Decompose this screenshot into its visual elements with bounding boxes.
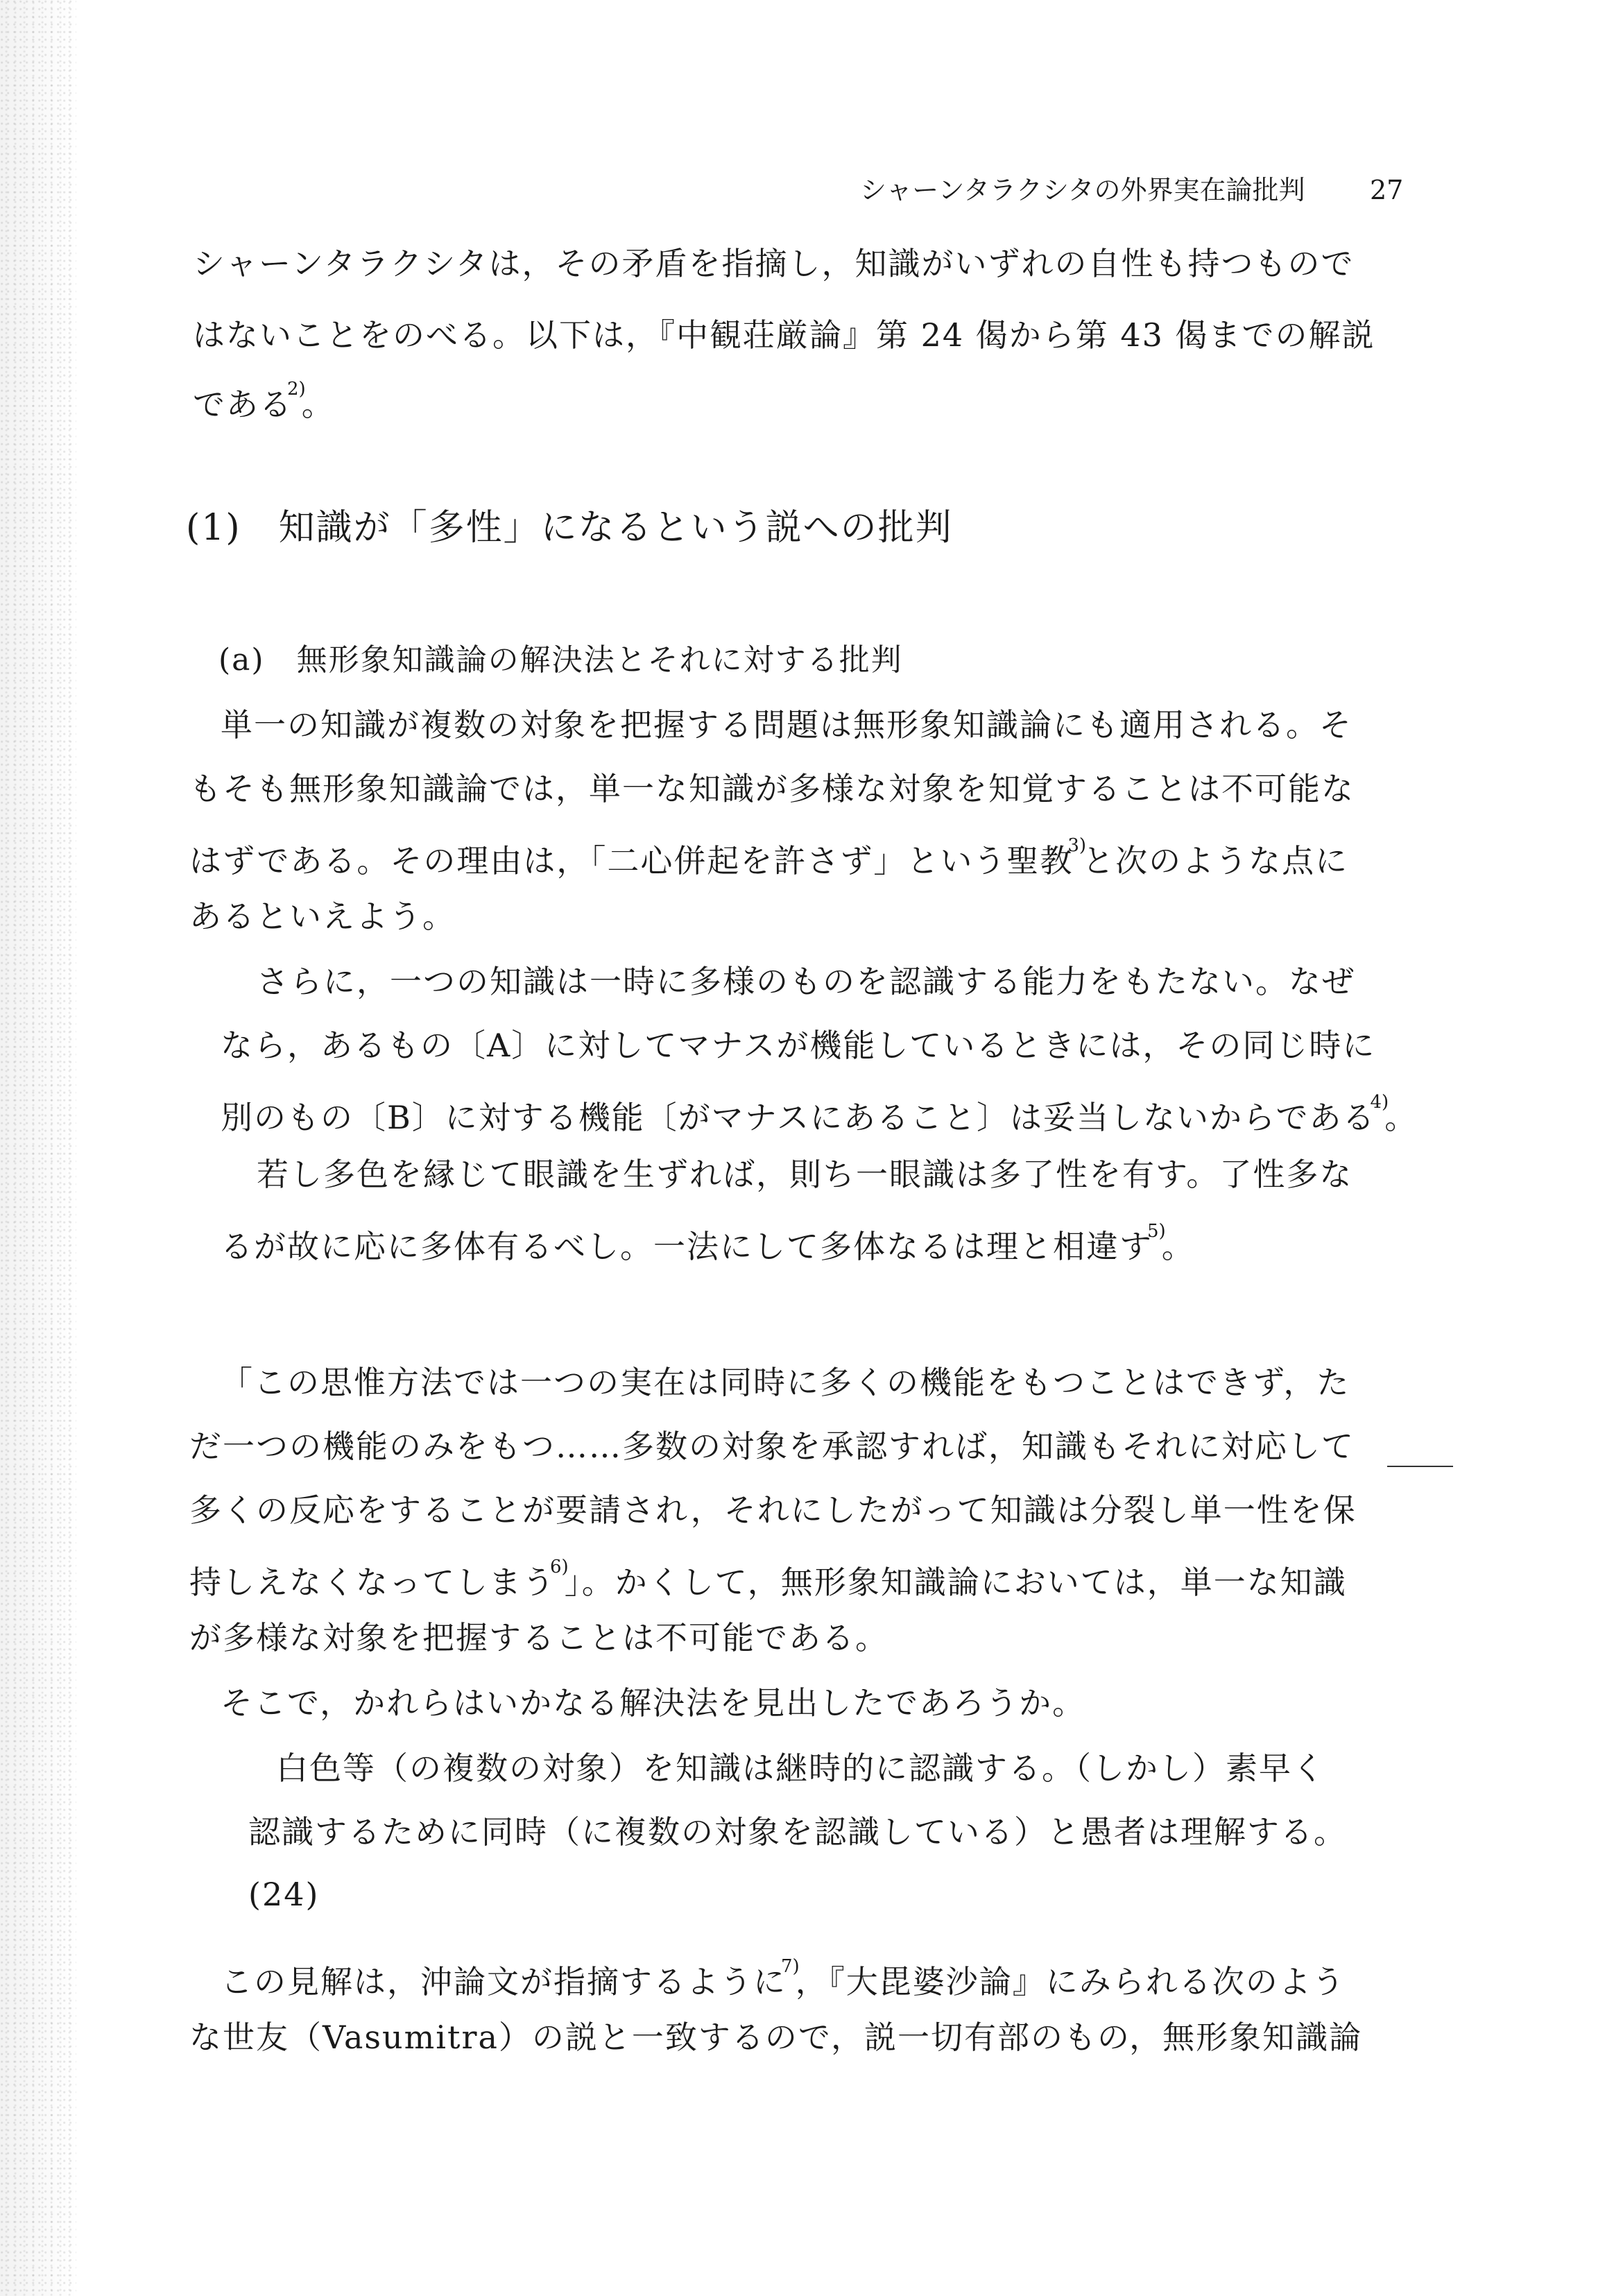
quote-line: なら，あるもの〔A〕に対してマナスが機能しているときには，その同じ時に [221, 1027, 1376, 1064]
quote-line: 別のもの〔B〕に対する機能〔がマナスにあること〕は妥当しないからである$^{4)}$。 [221, 1092, 1418, 1136]
body-line: 「この思惟方法では一つの実在は同時に多くの機能をもつことはできず，た [221, 1364, 1350, 1401]
verse-line: 白色等（の複数の対象）を知識は継時的に認識する。（しかし）素早く [276, 1749, 1325, 1787]
body-line: はずである。その理由は，「二心併起を許さず」という聖教$^{3)}$と次のような点に [189, 835, 1349, 880]
body-line: そこで，かれらはいかなる解決法を見出したであろうか。 [221, 1684, 1086, 1722]
body-line: な世友（Vasumitra）の説と一致するので，説一切有部のもの，無形象知識論 [189, 2019, 1363, 2056]
subsection-heading: (a) 無形象知識論の解決法とそれに対する批判 [218, 642, 903, 678]
body-line: 多くの反応をすることが要請され，それにしたがって知識は分裂し単一性を保 [189, 1491, 1357, 1529]
body-line: が多様な対象を把握することは不可能である。 [189, 1619, 888, 1656]
quote-line: 若し多色を縁じて眼識を生ずれば，則ち一眼識は多了性を有す。了性多な [257, 1156, 1353, 1193]
body-line: だ一つの機能のみをもつ……多数の対象を承認すれば，知識もそれに対応して [189, 1428, 1355, 1465]
body-line: である$^{2)}$。 [193, 379, 335, 423]
body-line: この見解は，沖論文が指摘するように$^{7)}$，『大毘婆沙論』にみられる次のよう [221, 1956, 1346, 2001]
verse-line: 認識するために同時（に複数の対象を認識している）と愚者は理解する。 [248, 1813, 1347, 1851]
verse-number: (24) [248, 1876, 320, 1913]
body-line: 持しえなくなってしまう$^{6)}$」。かくして，無形象知識論においては，単一な知識 [189, 1557, 1347, 1601]
footnote-marker: 4) [1370, 1092, 1389, 1113]
body-line: もそも無形象知識論では，単一な知識が多様な対象を知覚することは不可能な [189, 770, 1355, 807]
page-number: 27 [1370, 175, 1404, 205]
footnote-marker: 3) [1067, 835, 1087, 856]
scan-edge-noise [0, 0, 76, 2296]
running-title: シャーンタラクシタの外界実在論批判 [860, 175, 1305, 205]
body-line: あるといえよう。 [189, 898, 456, 935]
section-heading: (1) 知識が「多性」になるという説への批判 [186, 507, 953, 549]
footnote-marker: 7) [781, 1956, 800, 1977]
footnote-marker: 2) [287, 379, 306, 400]
footnote-marker: 6) [550, 1557, 569, 1577]
quote-line: さらに，一つの知識は一時に多様のものを認識する能力をもたない。なぜ [257, 963, 1355, 1000]
quote-line: るが故に応に多体有るべし。一法にして多体なるは理と相違す$^{5)}$。 [221, 1221, 1195, 1265]
body-line: 単一の知識が複数の対象を把握する問題は無形象知識論にも適用される。そ [221, 706, 1352, 744]
footnote-marker: 5) [1147, 1221, 1166, 1242]
body-line: シャーンタラクシタは，その矛盾を指摘し，知識がいずれの自性も持つもので [193, 245, 1355, 282]
body-line: はないことをのべる。以下は，『中観荘厳論』第 24 偈から第 43 偈までの解説 [193, 316, 1375, 354]
margin-rule [1387, 1466, 1453, 1467]
